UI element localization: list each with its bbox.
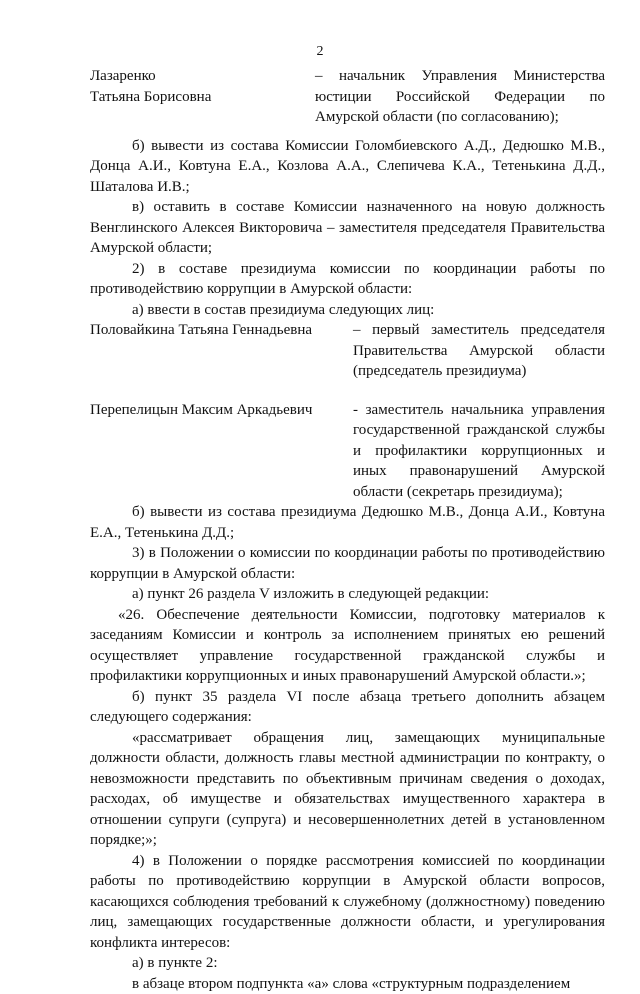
paragraph: 4) в Положении о порядке рассмотрения комиссией по координации работы по противодействию коррупции в Амурской области вопросов, касающихся соблюдения требований к служебному (должностному) поведению лиц, замещающих государственные должности области, и урегулирования конфликта интересов: [90, 851, 605, 954]
paragraph: а) ввести в состав президиума следующих лиц: [90, 300, 605, 321]
member-name: Лазаренко Татьяна Борисовна [90, 66, 315, 128]
member-position: – первый заместитель председателя Правительства Амурской области (председатель президиума) [353, 320, 605, 382]
member-name: Перепелицын Максим Аркадьевич [90, 400, 353, 503]
paragraph: б) пункт 35 раздела VI после абзаца третьего дополнить абзацем следующего содержания: [90, 687, 605, 728]
member-position: – начальник Управления Министерства юстиции Российской Федерации по Амурской области (по согласованию); [315, 66, 605, 128]
page-number: 2 [0, 42, 640, 63]
paragraph: в абзаце втором подпункта «а» слова «структурным подразделением [90, 974, 605, 994]
document-body [90, 66, 605, 994]
paragraph: 2) в составе президиума комиссии по координации работы по противодействию коррупции в Амурской области: [90, 259, 605, 300]
paragraph: «рассматривает обращения лиц, замещающих муниципальные должности области, должность главы местной администрации по контракту, о невозможности представить по объективным причинам сведения о доходах, расходах, об имуществе и обязательствах имущественного характера в отношении супруги (супруга) и несовершеннолетних детей в установленном порядке;»; [90, 728, 605, 851]
member-entry-polovaykina [90, 320, 605, 382]
paragraph: «26. Обеспечение деятельности Комиссии, подготовку материалов к заседаниям Комиссии и контроль за исполнением принятых ею решений осуществляет управление государственной гражданской службы и профилактики коррупционных и иных правонарушений Амурской области.»; [90, 605, 605, 687]
paragraph: а) пункт 26 раздела V изложить в следующей редакции: [90, 584, 605, 605]
member-entry-perepelitsyn [90, 400, 605, 503]
member-position: - заместитель начальника управления государственной гражданской службы и профилактики коррупционных и иных правонарушений Амурской области (секретарь президиума); [353, 400, 605, 503]
paragraph: в) оставить в составе Комиссии назначенного на новую должность Венглинского Алексея Викторовича – заместителя председателя Правительства Амурской области; [90, 197, 605, 259]
paragraph: 3) в Положении о комиссии по координации работы по противодействию коррупции в Амурской области: [90, 543, 605, 584]
member-entry-lazarenko [90, 66, 605, 128]
member-name: Половайкина Татьяна Геннадьевна [90, 320, 353, 382]
paragraph: б) вывести из состава президиума Дедюшко М.В., Донца А.И., Ковтуна Е.А., Тетенькина Д.Д.; [90, 502, 605, 543]
paragraph: б) вывести из состава Комиссии Голомбиевского А.Д., Дедюшко М.В., Донца А.И., Ковтуна Е.А., Козлова А.А., Слепичева К.А., Тетенькина Д.Д., Шаталова И.В.; [90, 136, 605, 198]
paragraph: а) в пункте 2: [90, 953, 605, 974]
